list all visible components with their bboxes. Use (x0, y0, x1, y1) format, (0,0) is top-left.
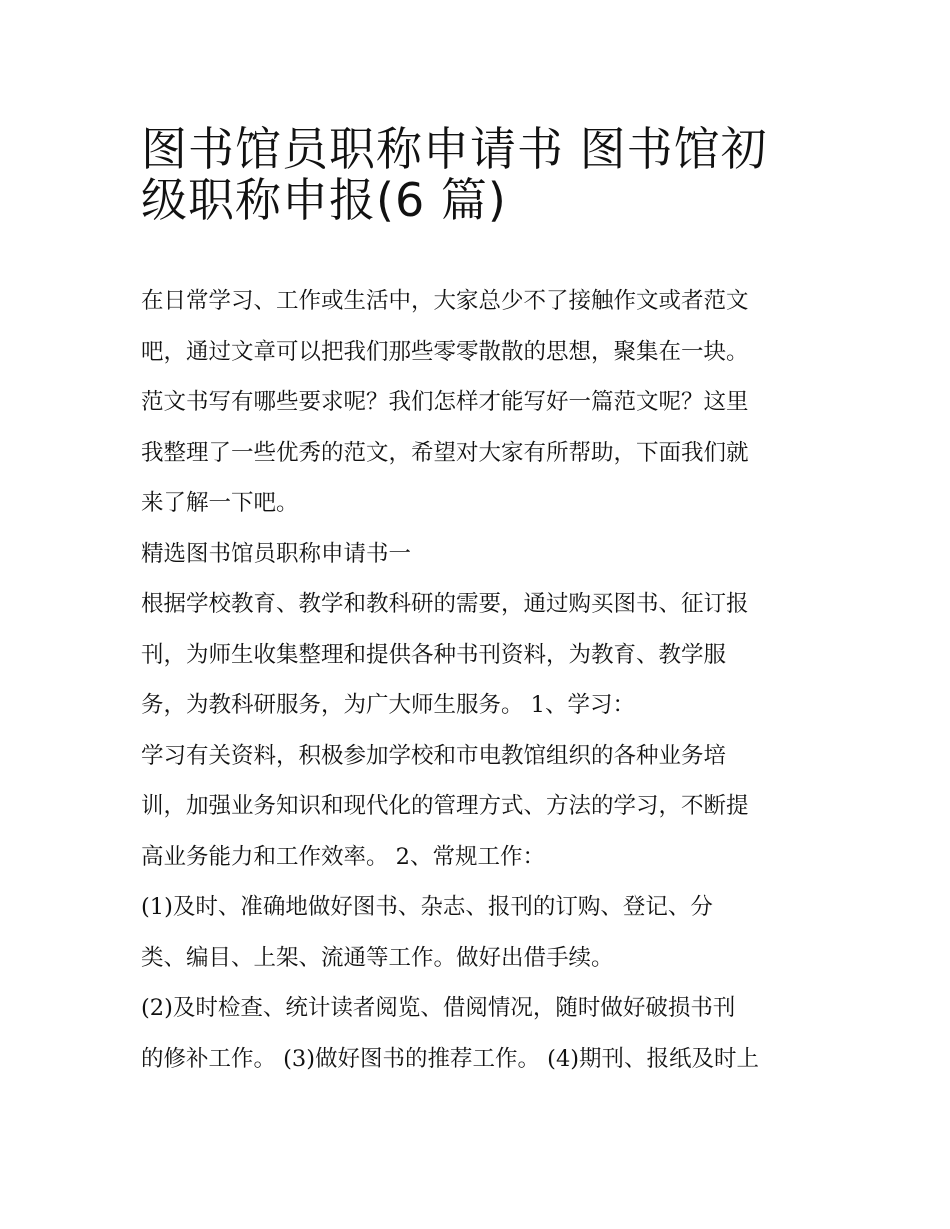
text-line: 高业务能力和工作效率。 2、常规工作： (141, 843, 545, 870)
text-line: 根据学校教育、教学和教科研的需要，通过购买图书、征订报 (141, 591, 749, 617)
text-line: 务，为教科研服务，为广大师生服务。 1、学习： (141, 692, 635, 718)
text-line: 训，加强业务知识和现代化的管理方式、方法的学习，不断提 (141, 793, 749, 819)
page-title (141, 112, 821, 227)
text-line: 类、编目、上架、流通等工作。做好出借手续。 (141, 944, 614, 971)
text-line: (2)及时检查、统计读者阅览、借阅情况，随时做好破损书刊 (141, 995, 736, 1021)
text-line: 在日常学习、工作或生活中，大家总少不了接触作文或者范文 (141, 288, 749, 314)
text-line: (1)及时、准确地做好图书、杂志、报刊的订购、登记、分 (141, 894, 713, 920)
paragraph-item-2 (141, 983, 821, 1084)
title-line: 级职称申报(6 篇) (141, 172, 507, 227)
text-line: 学习有关资料，积极参加学校和市电教馆组织的各种业务培 (141, 742, 727, 769)
paragraph-item-1 (141, 882, 821, 983)
text-line: 范文书写有哪些要求呢？我们怎样才能写好一篇范文呢？这里 (141, 389, 749, 415)
title-line: 图书馆员职称申请书 图书馆初 (141, 122, 768, 176)
paragraph-intro (141, 276, 821, 529)
section-heading (141, 529, 821, 580)
paragraph-study (141, 731, 821, 883)
text-line: 刊，为师生收集整理和提供各种书刊资料，为教育、教学服 (141, 641, 727, 668)
text-line: 吧，通过文章可以把我们那些零零散散的思想，聚集在一块。 (141, 338, 749, 365)
document-body (141, 276, 821, 1084)
text-line: 的修补工作。 (3)做好图书的推荐工作。 (4)期刊、报纸及时上 (141, 1045, 760, 1072)
text-line: 我整理了一些优秀的范文，希望对大家有所帮助，下面我们就 (141, 439, 749, 466)
text-line: 来了解一下吧。 (141, 490, 299, 516)
paragraph-duties (141, 579, 821, 731)
text-line: 精选图书馆员职称申请书一 (141, 540, 412, 567)
